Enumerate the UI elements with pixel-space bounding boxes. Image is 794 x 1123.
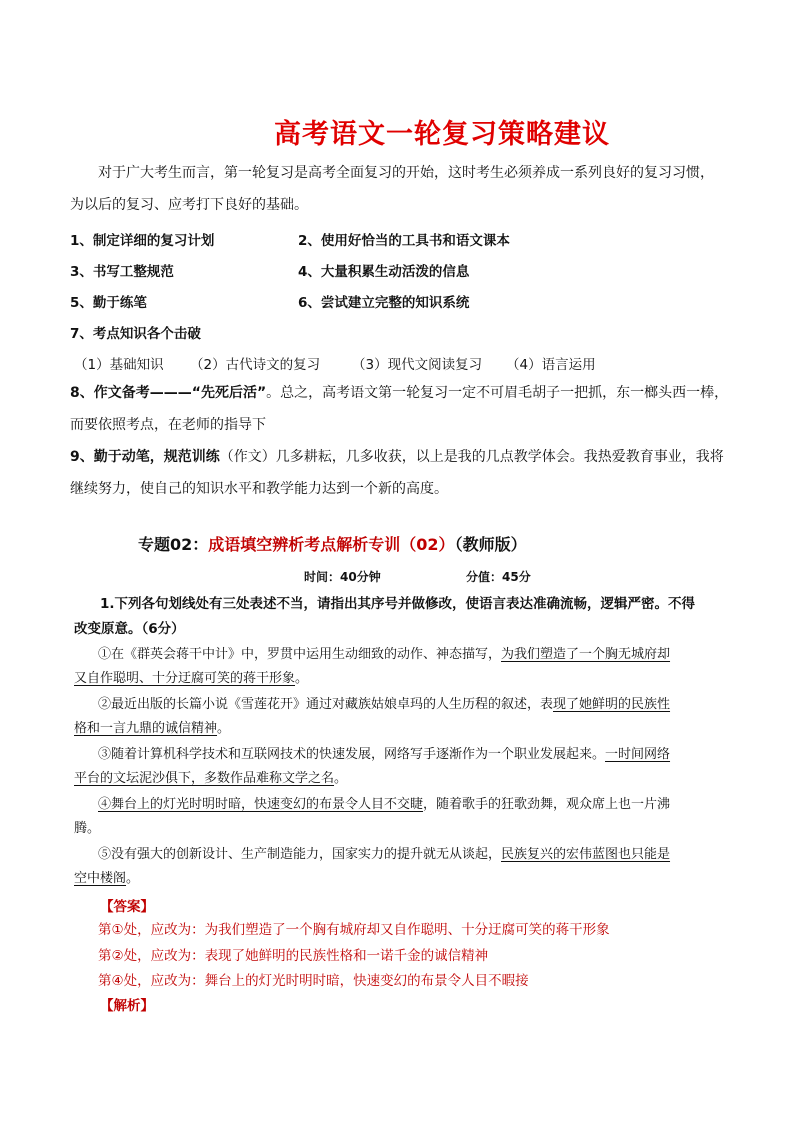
answer-1: 第①处，应改为：为我们塑造了一个胸有城府却又自作聪明、十分迂腐可笑的蒋干形象 [98, 922, 610, 938]
item-1-text: ①在《群英会蒋干中计》中，罗贯中运用生动细致的动作、神态描写， [98, 647, 502, 662]
tip-3: 3、书写工整规范 [70, 264, 174, 280]
question-item-5-line-2 [74, 864, 694, 893]
sub-item-1: （1）基础知识 [74, 357, 164, 373]
item-5-underline-2: 空中楼阁 [74, 871, 127, 886]
answer-tag: 【答案】 [100, 899, 154, 915]
sub-item-3: （3）现代文阅读复习 [352, 357, 483, 373]
item-3-end: 。 [334, 771, 348, 786]
tip-2: 2、使用好恰当的工具书和语文课本 [298, 233, 510, 249]
answer-2: 第②处，应改为：表现了她鲜明的民族性格和一诺千金的诚信精神 [98, 948, 489, 964]
tip-4: 4、大量积累生动活泼的信息 [298, 264, 470, 280]
question-stem-line-1: 1.下列各句划线处有三处表述不当，请指出其序号并做修改，使语言表达准确流畅，逻辑严密。不得 [100, 596, 696, 612]
question-item-2-line-2 [74, 714, 694, 743]
question-item-1-line-2 [74, 664, 694, 693]
intro-line-1: 对于广大考生而言，第一轮复习是高考全面复习的开始，这时考生必须养成一系列良好的复习习惯， [98, 165, 714, 181]
item-5-end: 。 [126, 871, 140, 886]
tip-5: 5、勤于练笔 [70, 295, 147, 311]
item-1-end: 。 [295, 671, 309, 686]
tip-8-rest-1: 。总之，高考语文第一轮复习一定不可眉毛胡子一把抓，东一榔头西一棒， [266, 385, 729, 401]
score-label: 分值：45分 [466, 570, 531, 584]
item-4-underline-1: ④舞台上的灯光时明时暗，快速变幻的布景令人目不交睫 [98, 797, 424, 812]
tip-7: 7、考点知识各个击破 [70, 326, 201, 342]
item-2-underline-2: 格和一言九鼎的诚信精神 [74, 721, 218, 736]
item-3-underline-2: 平台的文坛泥沙俱下，多数作品难称文学之名 [74, 771, 335, 786]
tip-9-rest-1: （作文）几多耕耘，几多收获，以上是我的几点教学体会。我热爱教育事业，我将 [219, 449, 724, 465]
item-3-underline-1: 一时间网络 [605, 747, 671, 762]
item-4-text: ，随着歌手的狂歌劲舞，观众席上也一片沸 [423, 797, 671, 812]
item-5-text: ⑤没有强大的创新设计、生产制造能力，国家实力的提升就无从谈起， [98, 847, 502, 862]
item-2-end: 。 [217, 721, 231, 736]
item-5-underline-1: 民族复兴的宏伟蓝图也只能是 [501, 847, 671, 862]
section-title [138, 532, 527, 555]
item-2-underline-1: 现了她鲜明的民族性 [553, 697, 671, 712]
intro-line-2: 为以后的复习、应考打下良好的基础。 [70, 197, 308, 213]
page-title: 高考语文一轮复习策略建议 [274, 119, 610, 150]
answer-3: 第④处，应改为：舞台上的灯光时明时暗，快速变幻的布景令人目不暇接 [98, 973, 529, 989]
question-stem-line-2: 改变原意。（6分） [74, 621, 185, 637]
analysis-tag: 【解析】 [100, 998, 154, 1014]
sub-item-4: （4）语言运用 [506, 357, 596, 373]
time-label: 时间：40分钟 [304, 570, 381, 584]
tip-6: 6、尝试建立完整的知识系统 [298, 295, 470, 311]
item-1-underline-2: 又自作聪明、十分迂腐可笑的蒋干形象 [74, 671, 296, 686]
tip-9-lead: 9、勤于动笔，规范训练 [70, 449, 220, 465]
item-1-underline-1: 为我们塑造了一个胸无城府却 [501, 647, 671, 662]
tip-8-lead: 8、作文备考———“先死后活” [70, 385, 267, 401]
item-3-text: ③随着计算机科学技术和互联网技术的快速发展，网络写手逐渐作为一个职业发展起来。 [98, 747, 606, 762]
tip-1: 1、制定详细的复习计划 [70, 233, 215, 249]
section-prefix: 专题02： [138, 535, 209, 554]
sub-item-2: （2）古代诗文的复习 [190, 357, 321, 373]
tip-8-line-2: 而要依照考点，在老师的指导下 [70, 417, 266, 433]
tip-8-line-1 [70, 378, 730, 408]
section-suffix: （教师版） [454, 535, 527, 554]
question-item-4-line-2: 腾。 [74, 821, 101, 836]
section-red-title: 成语填空辨析考点解析专训（02） [208, 535, 455, 554]
tip-9-line-2: 继续努力，使自己的知识水平和教学能力达到一个新的高度。 [70, 481, 448, 497]
item-2-text: ②最近出版的长篇小说《雪莲花开》通过对藏族姑娘卓玛的人生历程的叙述，表 [98, 697, 554, 712]
question-item-3-line-2 [74, 764, 694, 793]
tip-9-line-1 [70, 442, 730, 472]
